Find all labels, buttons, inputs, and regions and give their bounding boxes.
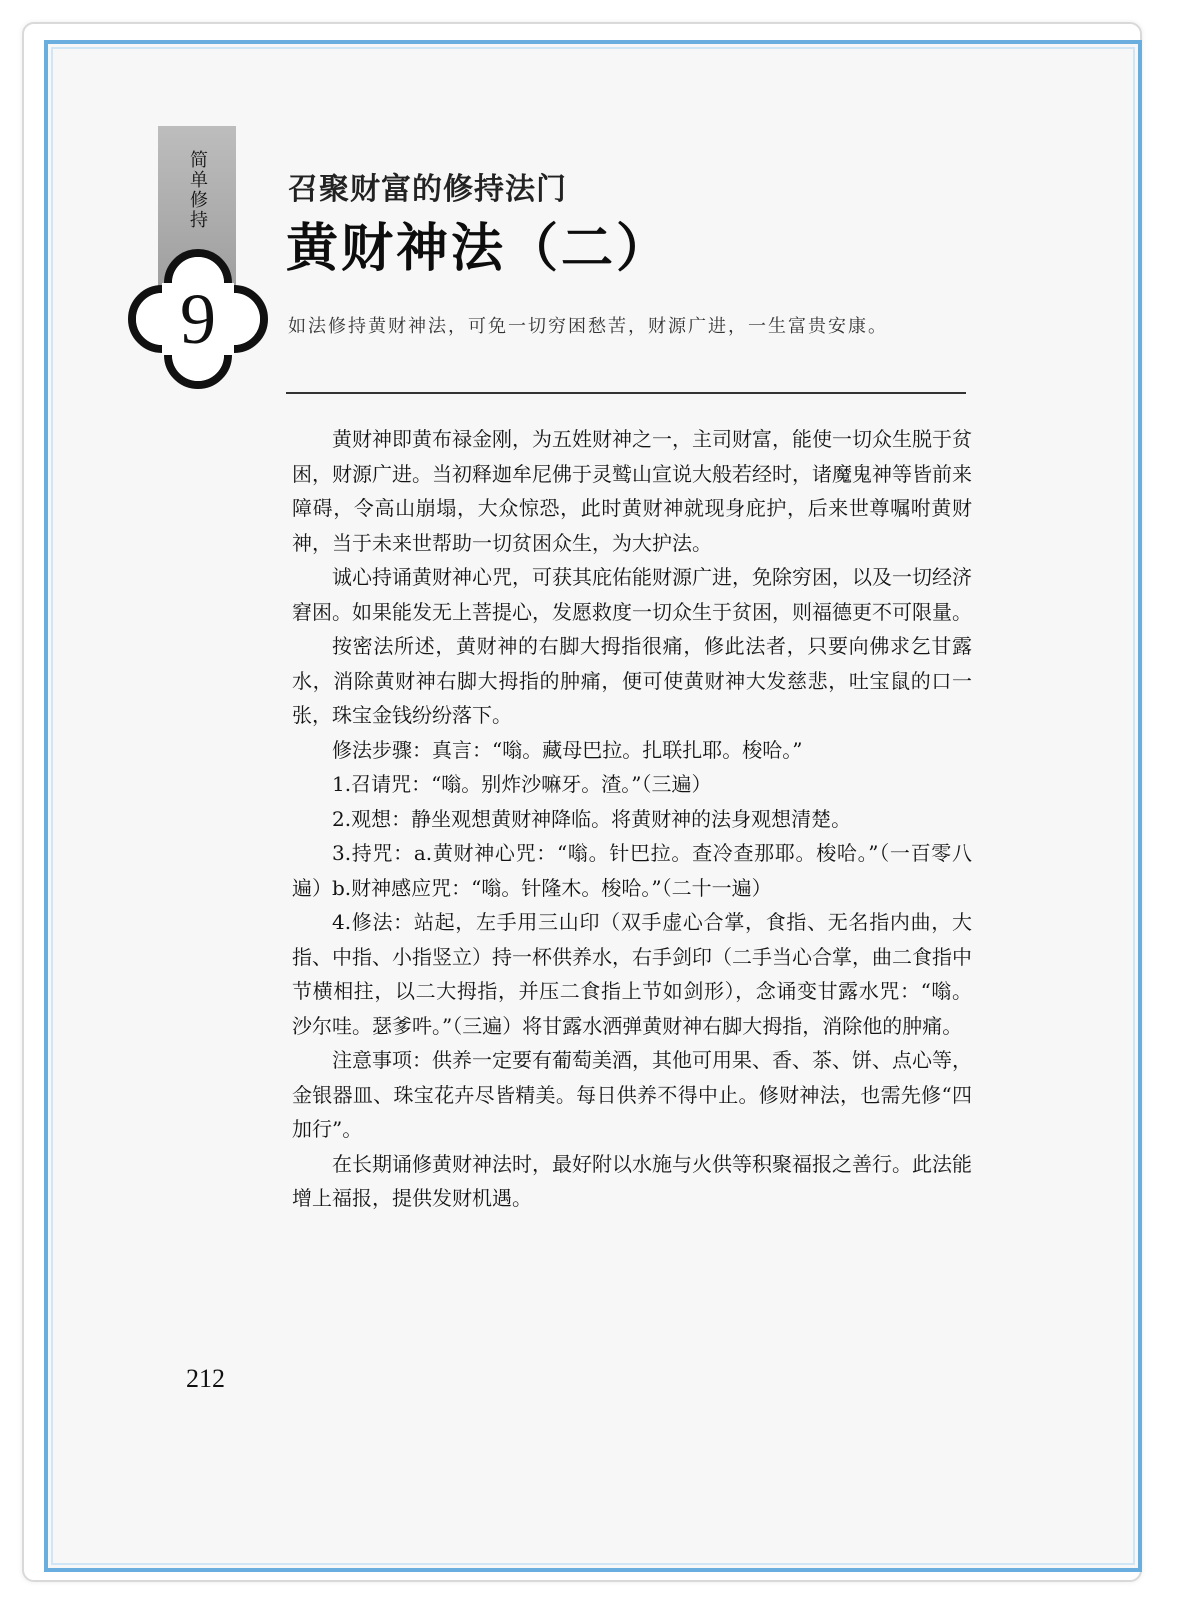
paragraph: 3.持咒：a.黄财神心咒：“嗡。针巴拉。查冷查那耶。梭哈。”（一百零八遍）b.财神感应咒：“嗡。针隆木。梭哈。”（二十一遍） [292,841,972,900]
paragraph: 修法步骤：真言：“嗡。藏母巴拉。扎联扎耶。梭哈。” [332,737,803,762]
chapter-badge [128,249,268,389]
category-label: 简单修持 [187,150,208,230]
page-number: 212 [186,1364,225,1393]
book-page [44,40,1142,1572]
section-tagline: 如法修持黄财神法，可免一切穷困愁苦，财源广进，一生富贵安康。 [288,316,888,337]
paragraph: 在长期诵修黄财神法时，最好附以水施与火供等积聚福报之善行。此法能增上福报，提供发财机遇。 [292,1151,972,1210]
paragraph: 注意事项：供养一定要有葡萄美酒，其他可用果、香、茶、饼、点心等，金银器皿、珠宝花卉尽皆精美。每日供养不得中止。修财神法，也需先修“四加行”。 [292,1048,972,1141]
paragraph: 按密法所述，黄财神的右脚大拇指很痛，修此法者，只要向佛求乞甘露水，消除黄财神右脚大拇指的肿痛，便可使黄财神大发慈悲，吐宝鼠的口一张，珠宝金钱纷纷落下。 [292,634,972,727]
header-divider [286,392,966,394]
section-subtitle: 召聚财富的修持法门 [288,172,567,207]
chapter-number: 9 [180,279,216,359]
paragraph: 1.召请咒：“嗡。别炸沙嘛牙。渣。”（三遍） [332,772,712,796]
paragraph: 2.观想：静坐观想黄财神降临。将黄财神的法身观想清楚。 [332,806,852,831]
paragraph: 诚心持诵黄财神心咒，可获其庇佑能财源广进，免除穷困，以及一切经济窘困。如果能发无上菩提心，发愿救度一切众生于贫困，则福德更不可限量。 [292,565,972,624]
body-text [292,422,972,1216]
page-title: 黄财神法（二） [286,219,672,279]
paragraph: 4.修法：站起，左手用三山印（双手虚心合掌，食指、无名指内曲，大指、中指、小指竖立）持一杯供养水，右手剑印（二手当心合掌，曲二食指中节横相拄，以二大拇指，并压二食指上节如剑形），念诵变甘露水咒：“嗡。沙尔哇。瑟爹吽。”（三遍）将甘露水洒弹黄财神右脚大拇指，消除他的肿痛。 [292,910,972,1038]
paragraph: 黄财神即黄布禄金刚，为五姓财神之一，主司财富，能使一切众生脱于贫困，财源广进。当初释迦牟尼佛于灵鹫山宣说大般若经时，诸魔鬼神等皆前来障碍，令高山崩塌，大众惊恐，此时黄财神就现身庇护，后来世尊嘱咐黄财神，当于未来世帮助一切贫困众生，为大护法。 [292,427,972,555]
